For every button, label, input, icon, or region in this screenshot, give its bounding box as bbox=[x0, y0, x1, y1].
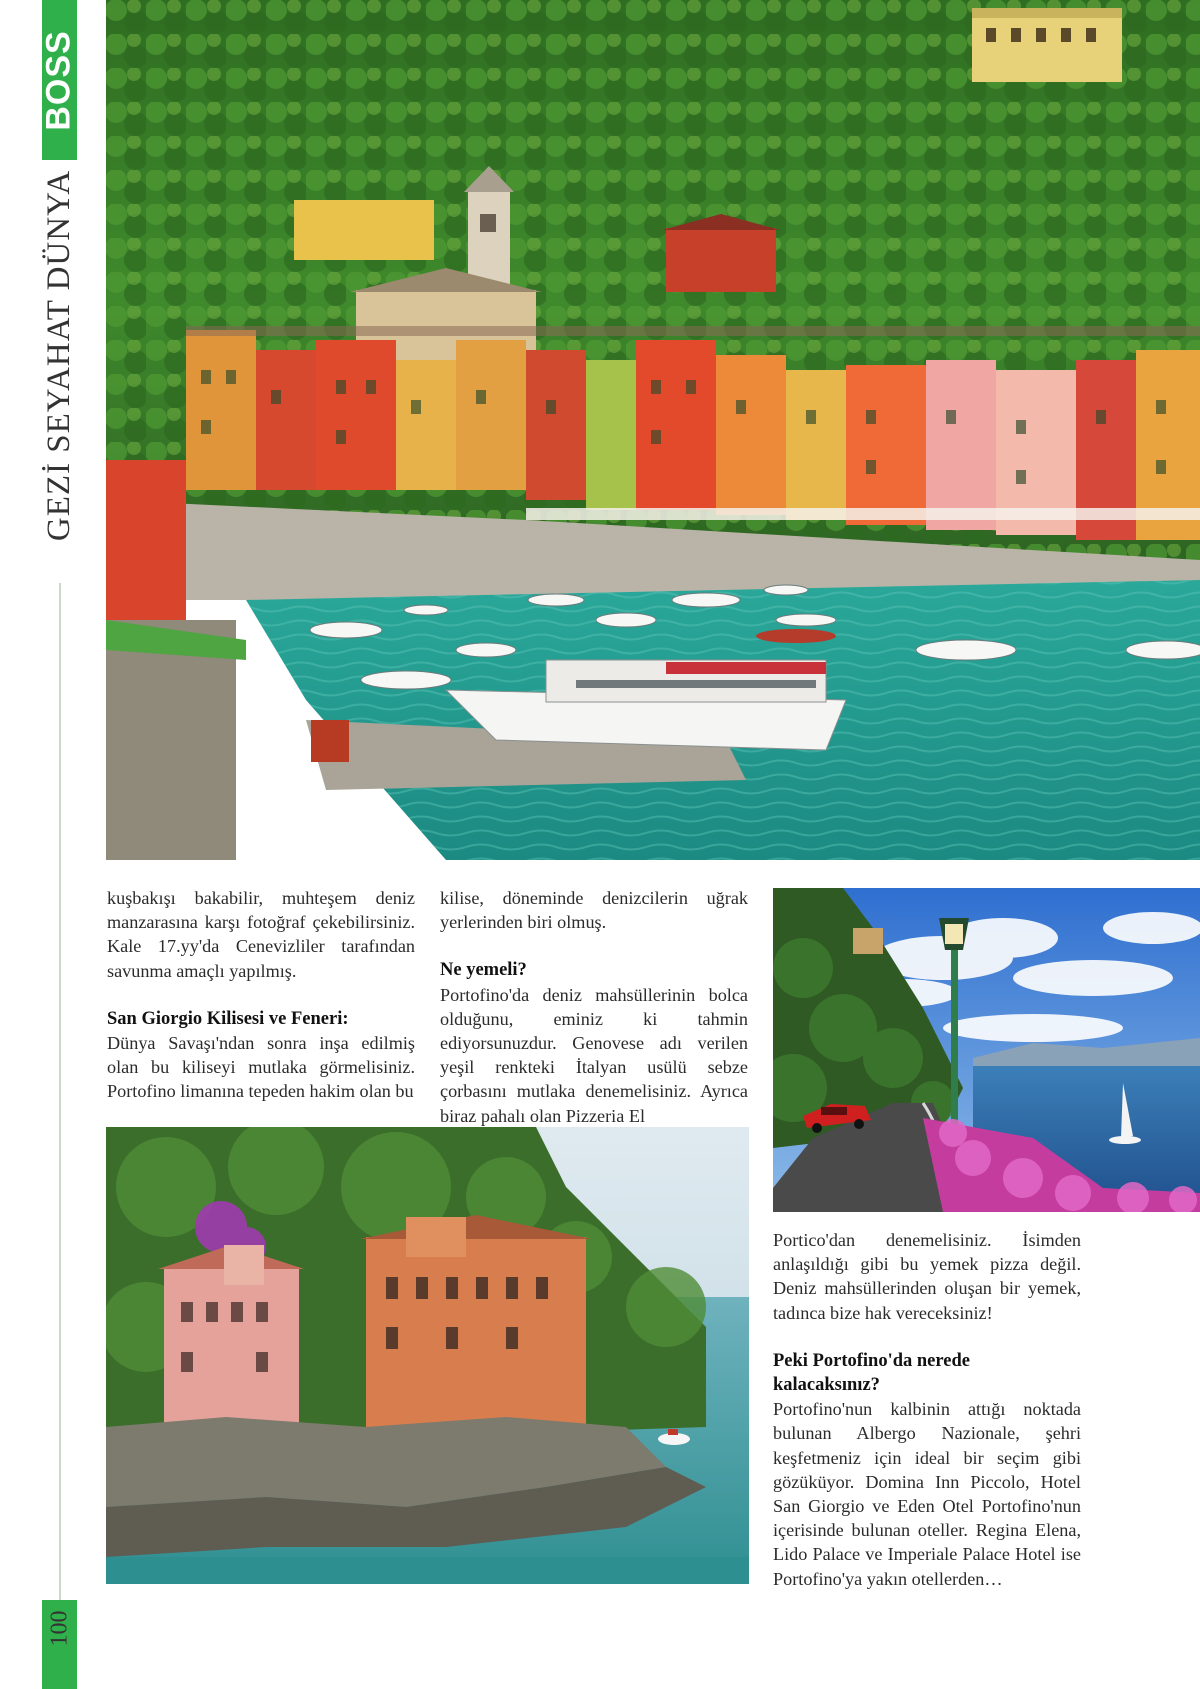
article-column-3 bbox=[773, 1228, 1081, 1591]
article-column-1 bbox=[107, 886, 415, 1104]
paragraph: Portico'dan denemelisiniz. İsimden anlaşıldığı gibi bu yemek pizza değil. Deniz mahsüllerinden oluşan bir yemek, tadınca bize hak vereceksiniz! bbox=[773, 1230, 1081, 1323]
subheading: Ne yemeli? bbox=[440, 960, 527, 981]
page-number-text: 100 bbox=[46, 1610, 72, 1646]
paragraph: kilise, döneminde denizcilerin uğrak yerlerinden biri olmuş. bbox=[440, 888, 748, 933]
article-column-2 bbox=[440, 886, 748, 1128]
page-number bbox=[42, 1600, 77, 1656]
section-title-text: GEZİ SEYAHAT DÜNYA bbox=[41, 169, 78, 541]
brand-logo bbox=[42, 0, 77, 160]
coastal-road-photo bbox=[773, 888, 1200, 1212]
harbor-photo bbox=[106, 0, 1200, 860]
paragraph: kuşbakışı bakabilir, muhteşem deniz manzarasına karşı fotoğraf çekebilirsiniz. Kale 17.yy'da Cenevizliler tarafından savunma amaçlı yapılmış. bbox=[107, 888, 415, 981]
paragraph: Dünya Savaşı'ndan sonra inşa edilmiş olan bu kiliseyi mutlaka görmelisiniz. Portofino limanına tepeden hakim olan bu bbox=[107, 1033, 415, 1102]
paragraph: Portofino'nun kalbinin attığı noktada bulunan Albergo Nazionale, şehri keşfetmeniz için ideal bir seçim gibi gözüküyor. Domina Inn Piccolo, Hotel San Giorgio ve Eden Otel Portofino'nun içerisinde bulunan oteller. Regina Elena, Lido Palace ve Imperiale Palace Hotel ise Portofino'ya yakın otellerden… bbox=[773, 1399, 1081, 1589]
coastal-villas-photo bbox=[106, 1127, 749, 1584]
brand-logo-text: BOSS bbox=[40, 29, 79, 131]
section-title bbox=[38, 165, 82, 545]
subheading: Peki Portofino'da nerede kalacaksınız? bbox=[773, 1350, 970, 1396]
paragraph: Portofino'da deniz mahsüllerinin bolca olduğunu, eminiz ki tahmin ediyorsunuzdur. Genovese adı verilen yeşil renkteki İtalyan usülü sebze çorbasını mutlaka denemelisiniz. Ayrıca biraz pahalı olan Pizzeria El bbox=[440, 984, 748, 1126]
subheading: San Giorgio Kilisesi ve Feneri: bbox=[107, 1008, 349, 1029]
sidebar-rule bbox=[59, 583, 61, 1600]
